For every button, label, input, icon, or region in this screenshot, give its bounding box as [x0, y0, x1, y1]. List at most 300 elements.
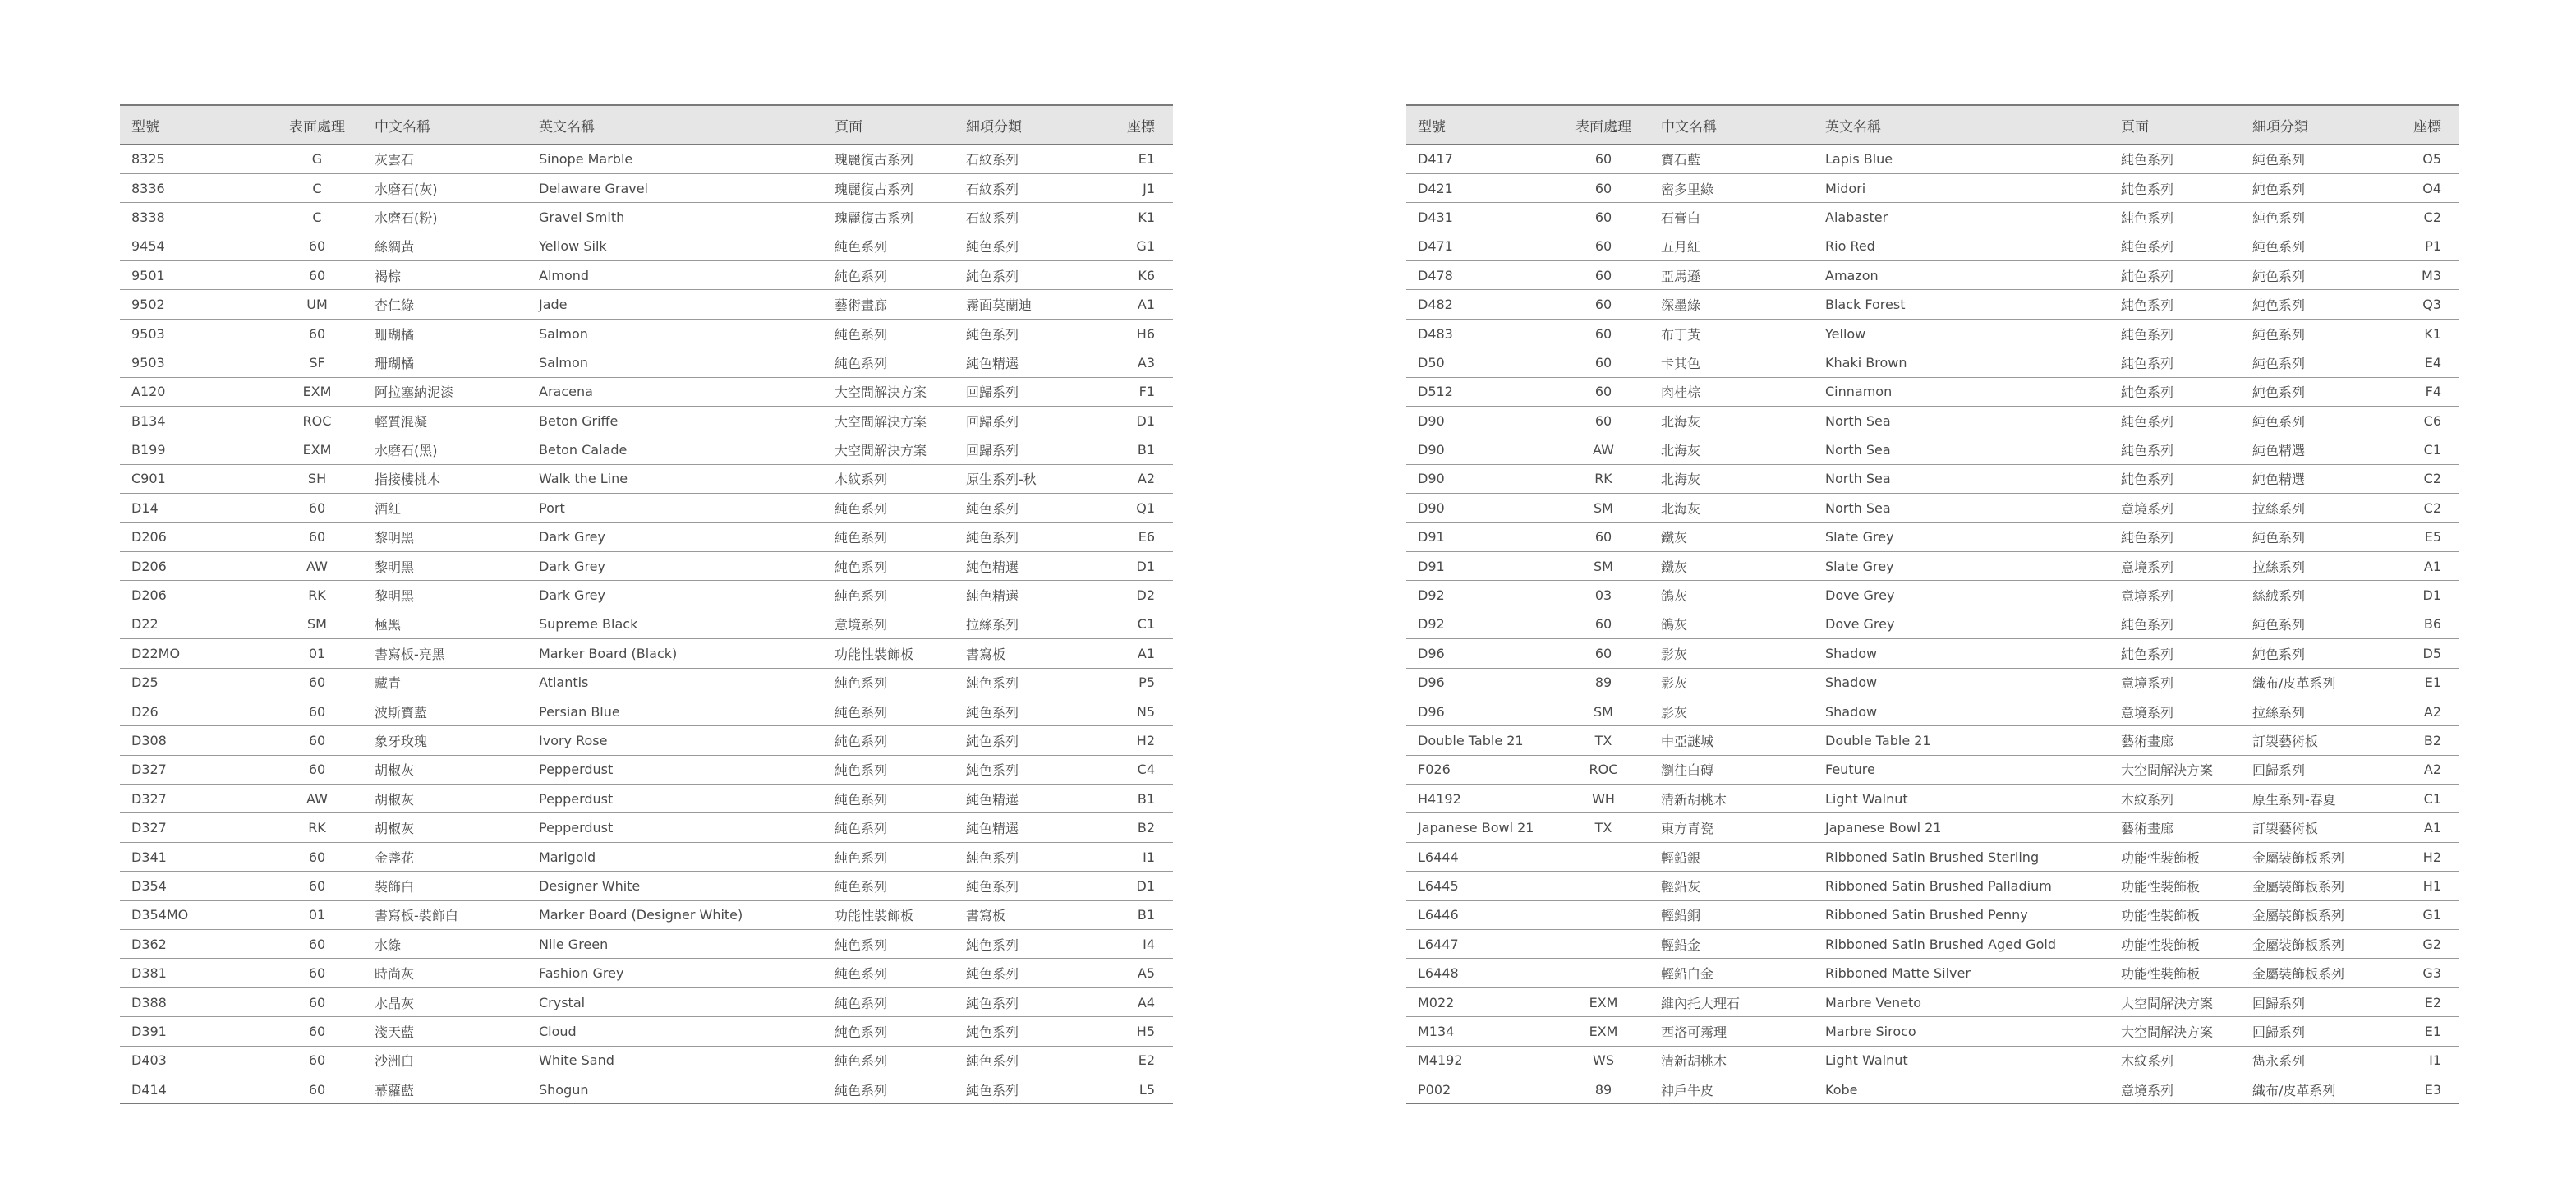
cell-chinese-name: 書寫板-裝飾白	[363, 900, 527, 929]
cell-finish: ROC	[1557, 755, 1649, 784]
table-row	[120, 842, 1173, 871]
cell-model: Double Table 21	[1406, 726, 1557, 755]
cell-subcategory: 純色系列	[2241, 232, 2379, 260]
cell-page: 純色系列	[823, 1075, 954, 1104]
cell-chinese-name: 西洛可霧理	[1649, 1017, 1814, 1046]
cell-finish: WH	[1557, 785, 1649, 813]
cell-page: 純色系列	[823, 813, 954, 842]
cell-finish: 89	[1557, 1075, 1649, 1104]
cell-model: D92	[1406, 610, 1557, 638]
cell-finish: 60	[1557, 407, 1649, 435]
cell-chinese-name: 清新胡桃木	[1649, 785, 1814, 813]
cell-finish: SM	[1557, 494, 1649, 522]
cell-subcategory: 純色精選	[954, 581, 1092, 610]
cell-coordinate: E6	[1092, 522, 1173, 551]
cell-coordinate: P1	[2379, 232, 2459, 260]
cell-coordinate: J1	[1092, 173, 1173, 202]
cell-english-name: Black Forest	[1814, 290, 2109, 319]
cell-finish: 60	[271, 261, 363, 290]
cell-subcategory: 純色系列	[2241, 145, 2379, 173]
cell-coordinate: A4	[1092, 987, 1173, 1016]
cell-model: D308	[120, 726, 271, 755]
cell-coordinate: E5	[2379, 522, 2459, 551]
table-row	[1406, 755, 2459, 784]
cell-page: 純色系列	[823, 959, 954, 987]
cell-model: L6446	[1406, 900, 1557, 929]
cell-english-name: Crystal	[527, 987, 823, 1016]
cell-coordinate: B2	[2379, 726, 2459, 755]
cell-english-name: Lapis Blue	[1814, 145, 2109, 173]
cell-english-name: Jade	[527, 290, 823, 319]
cell-page: 純色系列	[2109, 145, 2241, 173]
col-header-model: 型號	[120, 105, 271, 145]
cell-finish: 60	[271, 987, 363, 1016]
cell-subcategory: 拉絲系列	[2241, 697, 2379, 725]
cell-subcategory: 純色系列	[954, 987, 1092, 1016]
cell-subcategory: 純色精選	[954, 348, 1092, 377]
cell-coordinate: D1	[1092, 872, 1173, 900]
cell-page: 大空間解決方案	[2109, 1017, 2241, 1046]
cell-english-name: Midori	[1814, 173, 2109, 202]
cell-subcategory: 純色系列	[2241, 522, 2379, 551]
cell-model: D483	[1406, 319, 1557, 348]
cell-page: 純色系列	[823, 232, 954, 260]
cell-model: 8336	[120, 173, 271, 202]
col-header-subcategory: 細項分類	[2241, 105, 2379, 145]
cell-page: 純色系列	[823, 872, 954, 900]
cell-model: F026	[1406, 755, 1557, 784]
cell-subcategory: 霧面莫蘭迪	[954, 290, 1092, 319]
cell-english-name: Feuture	[1814, 755, 2109, 784]
cell-subcategory: 拉絲系列	[2241, 494, 2379, 522]
cell-coordinate: A1	[1092, 639, 1173, 668]
table-row	[120, 755, 1173, 784]
catalog-table-right	[1406, 104, 2459, 1104]
cell-chinese-name: 水綠	[363, 930, 527, 959]
cell-model: D14	[120, 494, 271, 522]
table-row	[120, 1075, 1173, 1104]
cell-finish: 60	[271, 1046, 363, 1075]
cell-chinese-name: 水晶灰	[363, 987, 527, 1016]
cell-english-name: Designer White	[527, 872, 823, 900]
table-row	[120, 726, 1173, 755]
cell-english-name: Pepperdust	[527, 755, 823, 784]
cell-model: 8338	[120, 203, 271, 232]
table-header-row	[120, 105, 1173, 145]
cell-model: D206	[120, 581, 271, 610]
cell-chinese-name: 波斯寶藍	[363, 697, 527, 725]
cell-coordinate: M3	[2379, 261, 2459, 290]
col-header-english-name: 英文名稱	[1814, 105, 2109, 145]
cell-finish: AW	[271, 785, 363, 813]
cell-finish: 60	[271, 494, 363, 522]
cell-model: 9454	[120, 232, 271, 260]
cell-model: D92	[1406, 581, 1557, 610]
cell-subcategory: 回歸系列	[954, 407, 1092, 435]
cell-english-name: Dove Grey	[1814, 610, 2109, 638]
cell-finish: EXM	[271, 435, 363, 464]
cell-coordinate: E1	[2379, 1017, 2459, 1046]
cell-page: 藝術畫廊	[2109, 813, 2241, 842]
cell-subcategory: 金屬裝飾板系列	[2241, 930, 2379, 959]
cell-model: D417	[1406, 145, 1557, 173]
cell-chinese-name: 密多里綠	[1649, 173, 1814, 202]
cell-coordinate: B6	[2379, 610, 2459, 638]
table-row	[120, 435, 1173, 464]
cell-coordinate: D1	[2379, 581, 2459, 610]
table-row	[120, 1017, 1173, 1046]
cell-chinese-name: 輕鉛銅	[1649, 900, 1814, 929]
cell-model: M134	[1406, 1017, 1557, 1046]
cell-english-name: Dark Grey	[527, 522, 823, 551]
cell-coordinate: A1	[2379, 813, 2459, 842]
cell-coordinate: G1	[2379, 900, 2459, 929]
col-header-model: 型號	[1406, 105, 1557, 145]
cell-page: 純色系列	[2109, 290, 2241, 319]
table-row	[120, 639, 1173, 668]
cell-coordinate: G3	[2379, 959, 2459, 987]
cell-subcategory: 雋永系列	[2241, 1046, 2379, 1075]
cell-subcategory: 純色系列	[954, 261, 1092, 290]
table-row	[120, 377, 1173, 406]
cell-chinese-name: 輕鉛灰	[1649, 872, 1814, 900]
cell-finish: UM	[271, 290, 363, 319]
cell-finish: 60	[271, 726, 363, 755]
cell-page: 純色系列	[823, 261, 954, 290]
cell-subcategory: 純色系列	[954, 755, 1092, 784]
table-row	[1406, 464, 2459, 493]
cell-english-name: North Sea	[1814, 435, 2109, 464]
table-row	[120, 1046, 1173, 1075]
cell-subcategory: 拉絲系列	[954, 610, 1092, 638]
cell-coordinate: B1	[1092, 785, 1173, 813]
cell-chinese-name: 輕鉛白金	[1649, 959, 1814, 987]
cell-english-name: Pepperdust	[527, 785, 823, 813]
cell-chinese-name: 維內托大理石	[1649, 987, 1814, 1016]
cell-finish: 60	[1557, 377, 1649, 406]
cell-english-name: Shadow	[1814, 697, 2109, 725]
cell-page: 大空間解決方案	[2109, 987, 2241, 1016]
cell-english-name: North Sea	[1814, 464, 2109, 493]
cell-english-name: Shogun	[527, 1075, 823, 1104]
table-row	[1406, 813, 2459, 842]
cell-page: 純色系列	[823, 1046, 954, 1075]
cell-chinese-name: 時尚灰	[363, 959, 527, 987]
cell-page: 功能性裝飾板	[823, 639, 954, 668]
cell-coordinate: B1	[1092, 900, 1173, 929]
cell-model: L6445	[1406, 872, 1557, 900]
cell-english-name: Beton Griffe	[527, 407, 823, 435]
table-row	[1406, 872, 2459, 900]
cell-chinese-name: 胡椒灰	[363, 813, 527, 842]
cell-english-name: Shadow	[1814, 668, 2109, 697]
cell-model: M4192	[1406, 1046, 1557, 1075]
cell-chinese-name: 鐵灰	[1649, 522, 1814, 551]
cell-english-name: Rio Red	[1814, 232, 2109, 260]
table-row	[1406, 407, 2459, 435]
cell-coordinate: E2	[2379, 987, 2459, 1016]
table-row	[1406, 842, 2459, 871]
col-header-coordinate: 座標	[2379, 105, 2459, 145]
cell-coordinate: H2	[1092, 726, 1173, 755]
cell-english-name: Beton Calade	[527, 435, 823, 464]
cell-model: D341	[120, 842, 271, 871]
cell-coordinate: A3	[1092, 348, 1173, 377]
cell-page: 大空間解決方案	[823, 377, 954, 406]
cell-english-name: Cinnamon	[1814, 377, 2109, 406]
cell-subcategory: 純色系列	[2241, 377, 2379, 406]
cell-english-name: Salmon	[527, 348, 823, 377]
cell-finish	[1557, 959, 1649, 987]
table-row	[120, 319, 1173, 348]
cell-finish: 60	[271, 959, 363, 987]
cell-coordinate: H2	[2379, 842, 2459, 871]
cell-model: D22MO	[120, 639, 271, 668]
col-header-finish: 表面處理	[271, 105, 363, 145]
cell-chinese-name: 珊瑚橘	[363, 348, 527, 377]
cell-finish	[1557, 842, 1649, 871]
cell-chinese-name: 胡椒灰	[363, 755, 527, 784]
cell-coordinate: E1	[1092, 145, 1173, 173]
cell-english-name: Marbre Siroco	[1814, 1017, 2109, 1046]
cell-model: D362	[120, 930, 271, 959]
cell-english-name: Light Walnut	[1814, 1046, 2109, 1075]
cell-page: 純色系列	[2109, 407, 2241, 435]
cell-english-name: Yellow	[1814, 319, 2109, 348]
table-row	[120, 407, 1173, 435]
cell-model: C901	[120, 464, 271, 493]
cell-coordinate: D5	[2379, 639, 2459, 668]
cell-subcategory: 純色系列	[954, 319, 1092, 348]
cell-model: D25	[120, 668, 271, 697]
cell-finish: 60	[271, 842, 363, 871]
cell-finish: SM	[1557, 697, 1649, 725]
cell-english-name: Alabaster	[1814, 203, 2109, 232]
cell-subcategory: 回歸系列	[2241, 755, 2379, 784]
cell-chinese-name: 五月紅	[1649, 232, 1814, 260]
col-header-subcategory: 細項分類	[954, 105, 1092, 145]
cell-chinese-name: 水磨石(灰)	[363, 173, 527, 202]
cell-coordinate: I1	[2379, 1046, 2459, 1075]
cell-subcategory: 純色系列	[954, 959, 1092, 987]
cell-page: 藝術畫廊	[823, 290, 954, 319]
table-row	[1406, 639, 2459, 668]
cell-finish: 60	[271, 755, 363, 784]
cell-english-name: Yellow Silk	[527, 232, 823, 260]
cell-english-name: Aracena	[527, 377, 823, 406]
cell-coordinate: B2	[1092, 813, 1173, 842]
cell-page: 純色系列	[823, 785, 954, 813]
table-row	[1406, 1075, 2459, 1104]
table-row	[1406, 726, 2459, 755]
cell-english-name: Gravel Smith	[527, 203, 823, 232]
cell-finish: RK	[271, 581, 363, 610]
cell-page: 純色系列	[823, 842, 954, 871]
cell-model: D327	[120, 755, 271, 784]
col-header-chinese-name: 中文名稱	[363, 105, 527, 145]
table-row	[120, 173, 1173, 202]
cell-finish: 60	[1557, 290, 1649, 319]
cell-page: 純色系列	[823, 755, 954, 784]
cell-coordinate: D1	[1092, 407, 1173, 435]
cell-finish: 60	[1557, 610, 1649, 638]
cell-english-name: Dark Grey	[527, 551, 823, 580]
cell-model: D478	[1406, 261, 1557, 290]
cell-chinese-name: 北海灰	[1649, 494, 1814, 522]
cell-coordinate: C1	[2379, 435, 2459, 464]
cell-chinese-name: 象牙玫瑰	[363, 726, 527, 755]
cell-english-name: Port	[527, 494, 823, 522]
table-row	[1406, 377, 2459, 406]
cell-english-name: Ribboned Satin Brushed Aged Gold	[1814, 930, 2109, 959]
cell-model: L6444	[1406, 842, 1557, 871]
cell-coordinate: Q1	[1092, 494, 1173, 522]
cell-model: D354	[120, 872, 271, 900]
table-row	[1406, 668, 2459, 697]
cell-coordinate: E1	[2379, 668, 2459, 697]
cell-model: D96	[1406, 697, 1557, 725]
cell-chinese-name: 黎明黑	[363, 581, 527, 610]
cell-page: 純色系列	[2109, 377, 2241, 406]
cell-page: 意境系列	[2109, 697, 2241, 725]
cell-finish: 01	[271, 900, 363, 929]
cell-coordinate: Q3	[2379, 290, 2459, 319]
cell-finish: 60	[1557, 173, 1649, 202]
cell-finish: 60	[271, 1075, 363, 1104]
table-row	[120, 203, 1173, 232]
cell-coordinate: E3	[2379, 1075, 2459, 1104]
cell-model: 8325	[120, 145, 271, 173]
cell-chinese-name: 深墨綠	[1649, 290, 1814, 319]
cell-english-name: Slate Grey	[1814, 551, 2109, 580]
cell-chinese-name: 黎明黑	[363, 522, 527, 551]
cell-model: D354MO	[120, 900, 271, 929]
cell-english-name: North Sea	[1814, 407, 2109, 435]
cell-page: 藝術畫廊	[2109, 726, 2241, 755]
cell-chinese-name: 布丁黃	[1649, 319, 1814, 348]
cell-coordinate: K1	[2379, 319, 2459, 348]
cell-page: 功能性裝飾板	[2109, 872, 2241, 900]
cell-subcategory: 純色系列	[954, 494, 1092, 522]
cell-subcategory: 純色系列	[2241, 319, 2379, 348]
cell-finish: 60	[271, 1017, 363, 1046]
cell-model: D471	[1406, 232, 1557, 260]
cell-page: 純色系列	[823, 726, 954, 755]
cell-finish: 60	[1557, 145, 1649, 173]
cell-page: 純色系列	[2109, 610, 2241, 638]
cell-model: B199	[120, 435, 271, 464]
table-row	[120, 290, 1173, 319]
cell-subcategory: 回歸系列	[954, 435, 1092, 464]
cell-finish: 60	[271, 697, 363, 725]
cell-subcategory: 石紋系列	[954, 203, 1092, 232]
cell-model: L6448	[1406, 959, 1557, 987]
table-row	[1406, 261, 2459, 290]
cell-chinese-name: 亞馬遜	[1649, 261, 1814, 290]
cell-finish: EXM	[1557, 987, 1649, 1016]
cell-subcategory: 純色系列	[2241, 407, 2379, 435]
cell-coordinate: C1	[1092, 610, 1173, 638]
cell-model: D90	[1406, 494, 1557, 522]
cell-subcategory: 純色系列	[954, 930, 1092, 959]
table-row	[1406, 959, 2459, 987]
cell-finish: AW	[271, 551, 363, 580]
cell-english-name: Delaware Gravel	[527, 173, 823, 202]
col-header-chinese-name: 中文名稱	[1649, 105, 1814, 145]
cell-coordinate: K1	[1092, 203, 1173, 232]
cell-english-name: Marker Board (Black)	[527, 639, 823, 668]
cell-model: D414	[120, 1075, 271, 1104]
cell-finish: TX	[1557, 813, 1649, 842]
cell-page: 功能性裝飾板	[2109, 842, 2241, 871]
cell-english-name: Supreme Black	[527, 610, 823, 638]
cell-subcategory: 織布/皮革系列	[2241, 1075, 2379, 1104]
cell-coordinate: H6	[1092, 319, 1173, 348]
cell-finish: 60	[271, 319, 363, 348]
cell-english-name: White Sand	[527, 1046, 823, 1075]
cell-coordinate: C6	[2379, 407, 2459, 435]
cell-finish: 03	[1557, 581, 1649, 610]
table-row	[1406, 1017, 2459, 1046]
cell-coordinate: H1	[2379, 872, 2459, 900]
cell-english-name: Almond	[527, 261, 823, 290]
cell-subcategory: 純色系列	[954, 697, 1092, 725]
table-row	[1406, 551, 2459, 580]
cell-model: P002	[1406, 1075, 1557, 1104]
table-row	[1406, 697, 2459, 725]
table-row	[1406, 494, 2459, 522]
cell-page: 純色系列	[823, 930, 954, 959]
cell-finish: 60	[1557, 522, 1649, 551]
cell-coordinate: E4	[2379, 348, 2459, 377]
cell-finish: C	[271, 203, 363, 232]
cell-coordinate: G2	[2379, 930, 2459, 959]
cell-coordinate: C2	[2379, 203, 2459, 232]
cell-chinese-name: 絲綢黃	[363, 232, 527, 260]
cell-coordinate: B1	[1092, 435, 1173, 464]
cell-coordinate: D2	[1092, 581, 1173, 610]
cell-page: 純色系列	[2109, 639, 2241, 668]
cell-page: 純色系列	[2109, 173, 2241, 202]
cell-coordinate: C1	[2379, 785, 2459, 813]
cell-subcategory: 純色精選	[2241, 435, 2379, 464]
cell-chinese-name: 胡椒灰	[363, 785, 527, 813]
cell-subcategory: 絲絨系列	[2241, 581, 2379, 610]
cell-chinese-name: 影灰	[1649, 639, 1814, 668]
cell-english-name: Sinope Marble	[527, 145, 823, 173]
cell-subcategory: 純色系列	[954, 232, 1092, 260]
table-row	[1406, 785, 2459, 813]
table-row	[120, 959, 1173, 987]
cell-english-name: Amazon	[1814, 261, 2109, 290]
cell-chinese-name: 影灰	[1649, 697, 1814, 725]
cell-finish: EXM	[1557, 1017, 1649, 1046]
cell-finish: 60	[271, 668, 363, 697]
cell-coordinate: N5	[1092, 697, 1173, 725]
cell-model: 9501	[120, 261, 271, 290]
cell-finish: RK	[271, 813, 363, 842]
cell-subcategory: 織布/皮革系列	[2241, 668, 2379, 697]
cell-english-name: Dark Grey	[527, 581, 823, 610]
cell-finish: SM	[271, 610, 363, 638]
table-row	[120, 987, 1173, 1016]
cell-subcategory: 訂製藝術板	[2241, 726, 2379, 755]
cell-english-name: North Sea	[1814, 494, 2109, 522]
cell-chinese-name: 杏仁綠	[363, 290, 527, 319]
cell-model: D50	[1406, 348, 1557, 377]
cell-model: D512	[1406, 377, 1557, 406]
cell-page: 純色系列	[2109, 232, 2241, 260]
